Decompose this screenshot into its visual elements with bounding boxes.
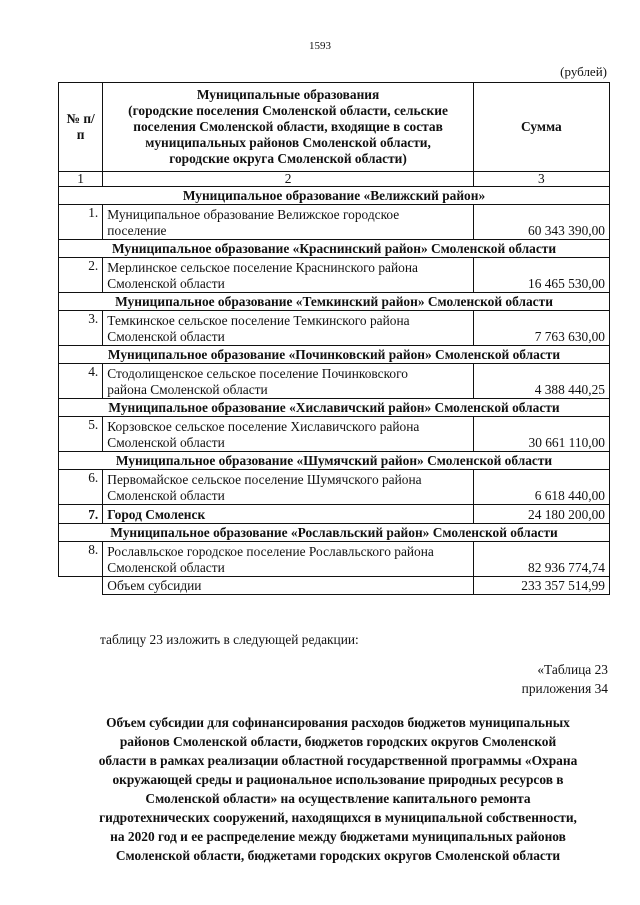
row-name — [103, 470, 474, 505]
group-row — [59, 399, 610, 417]
row-sum: 60 343 390,00 — [473, 205, 609, 240]
row-number: 3. — [59, 311, 103, 346]
row-name: Город Смоленск — [103, 505, 474, 524]
row-number: 6. — [59, 470, 103, 505]
group-row — [59, 293, 610, 311]
row-name-line: Муниципальное образование Велижское городское — [107, 207, 400, 222]
document-heading — [68, 713, 608, 865]
row-number: 7. — [59, 505, 103, 524]
group-row — [59, 452, 610, 470]
row-number: 5. — [59, 417, 103, 452]
header-name-line: муниципальных районов Смоленской области, — [145, 135, 431, 150]
total-label: Объем субсидии — [103, 577, 474, 595]
row-name-line: Стодолищенское сельское поселение Починковского — [107, 366, 408, 381]
header-name-line: (городские поселения Смоленской области, сельские — [128, 103, 448, 118]
row-sum: 24 180 200,00 — [473, 505, 609, 524]
total-row — [59, 577, 610, 595]
header-sum: Сумма — [473, 83, 609, 172]
row-name — [103, 311, 474, 346]
group-title: Муниципальное образование «Починковский район» Смоленской области — [59, 346, 610, 364]
table-row — [59, 542, 610, 577]
row-name-line: Мерлинское сельское поселение Краснинского района — [107, 260, 418, 275]
heading-line: Смоленской области, бюджетами городских округов Смоленской области — [115, 848, 561, 863]
header-num: № п/п — [59, 83, 103, 172]
intro-text: таблицу 23 изложить в следующей редакции: — [100, 632, 359, 647]
unit-label: (рублей) — [560, 64, 607, 79]
heading-line: области в рамках реализации областной государственной программы «Охрана — [98, 753, 578, 768]
total-empty — [59, 577, 103, 595]
row-sum: 4 388 440,25 — [473, 364, 609, 399]
table-header-row — [59, 83, 610, 172]
row-name-line: Смоленской области — [107, 560, 225, 575]
row-name — [103, 258, 474, 293]
row-name — [103, 417, 474, 452]
group-row — [59, 187, 610, 205]
group-title: Муниципальное образование «Шумячский район» Смоленской области — [59, 452, 610, 470]
group-title: Муниципальное образование «Рославльский район» Смоленской области — [59, 524, 610, 542]
table-row — [59, 311, 610, 346]
row-number: 1. — [59, 205, 103, 240]
heading-line: Смоленской области» на осуществление капитального ремонта — [145, 791, 531, 806]
table-row — [59, 205, 610, 240]
row-name — [103, 542, 474, 577]
group-title: Муниципальное образование «Темкинский район» Смоленской области — [59, 293, 610, 311]
header-name-line: поселения Смоленской области, входящие в состав — [133, 119, 443, 134]
table-caption — [522, 660, 608, 698]
row-name-line: Смоленской области — [107, 435, 225, 450]
caption-line: «Таблица 23 — [537, 662, 608, 677]
heading-line: гидротехнических сооружений, находящихся в муниципальной собственности, — [99, 810, 577, 825]
header-name-line: Муниципальные образования — [196, 87, 380, 102]
row-name-line: Корзовское сельское поселение Хиславичского района — [107, 419, 420, 434]
subsidy-table — [58, 82, 610, 595]
row-number: 8. — [59, 542, 103, 577]
table-row — [59, 258, 610, 293]
group-row — [59, 240, 610, 258]
row-name-line: Рославльское городское поселение Рославльского района — [107, 544, 434, 559]
row-sum: 30 661 110,00 — [473, 417, 609, 452]
row-name-line: Темкинское сельское поселение Темкинского района — [107, 313, 410, 328]
row-sum: 16 465 530,00 — [473, 258, 609, 293]
page-number: 1593 — [309, 40, 331, 52]
heading-line: Объем субсидии для софинансирования расходов бюджетов муниципальных — [106, 715, 570, 730]
group-title: Муниципальное образование «Велижский район» — [59, 187, 610, 205]
row-name-line: Смоленской области — [107, 329, 225, 344]
table-row — [59, 364, 610, 399]
table-row — [59, 417, 610, 452]
row-name-line: Первомайское сельское поселение Шумячского района — [107, 472, 422, 487]
group-title: Муниципальное образование «Хиславичский район» Смоленской области — [59, 399, 610, 417]
row-name-line: поселение — [107, 223, 167, 238]
group-row — [59, 346, 610, 364]
row-name — [103, 364, 474, 399]
row-name — [103, 205, 474, 240]
row-name-line: района Смоленской области — [107, 382, 268, 397]
column-index-row — [59, 172, 610, 187]
table-row — [59, 505, 610, 524]
total-sum: 233 357 514,99 — [473, 577, 609, 595]
caption-line: приложения 34 — [521, 681, 608, 696]
group-row — [59, 524, 610, 542]
row-sum: 7 763 630,00 — [473, 311, 609, 346]
row-number: 2. — [59, 258, 103, 293]
row-sum: 82 936 774,74 — [473, 542, 609, 577]
group-title: Муниципальное образование «Краснинский район» Смоленской области — [59, 240, 610, 258]
row-name-line: Смоленской области — [107, 488, 225, 503]
column-index: 3 — [473, 172, 609, 187]
column-index: 1 — [59, 172, 103, 187]
row-number: 4. — [59, 364, 103, 399]
column-index: 2 — [103, 172, 474, 187]
heading-line: на 2020 год и ее распределение между бюджетами муниципальных районов — [110, 829, 566, 844]
header-name — [103, 83, 474, 172]
heading-line: районов Смоленской области, бюджетов городских округов Смоленской — [119, 734, 557, 749]
header-name-line: городские округа Смоленской области) — [169, 151, 407, 166]
row-name-line: Смоленской области — [107, 276, 225, 291]
heading-line: окружающей среды и рациональное использование природных ресурсов в — [112, 772, 564, 787]
row-sum: 6 618 440,00 — [473, 470, 609, 505]
table-row — [59, 470, 610, 505]
